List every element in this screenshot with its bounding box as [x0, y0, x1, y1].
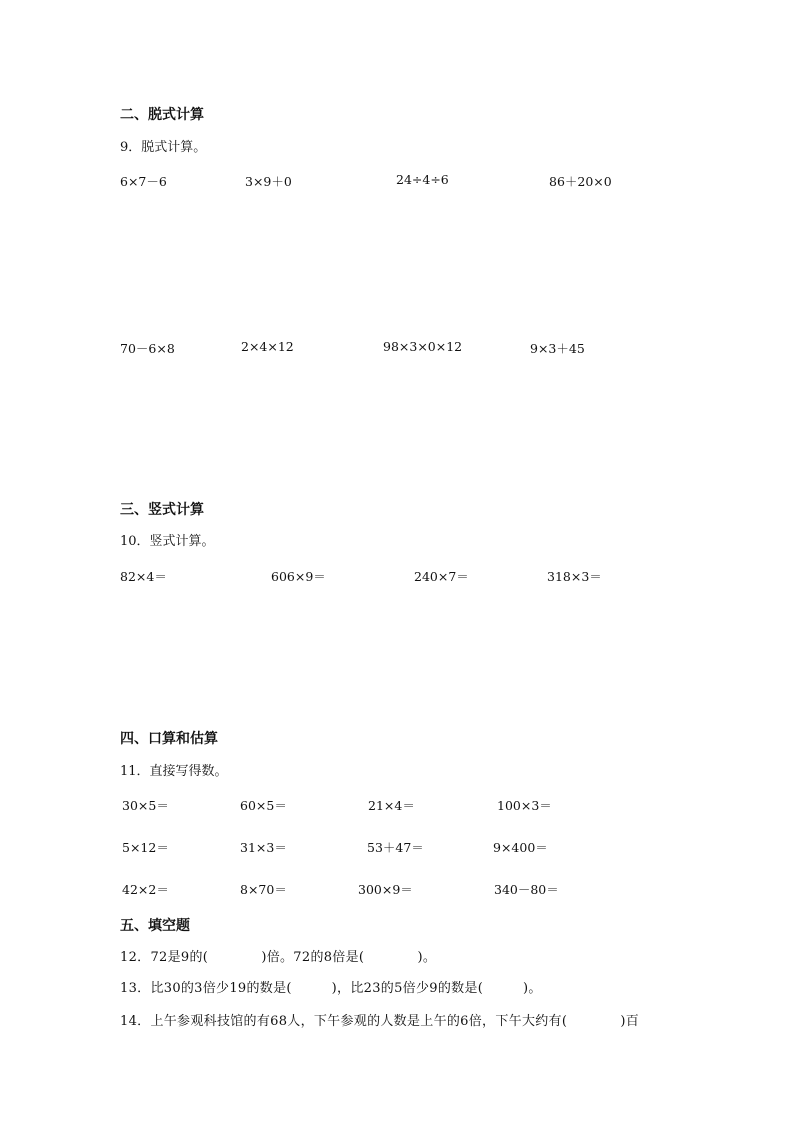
question-9: 9．脱式计算。 [120, 140, 207, 155]
expression: 31×3＝ [240, 840, 287, 855]
question-13: 13．比30的3倍少19的数是( )，比23的5倍少9的数是( )。 [120, 981, 542, 996]
expression: 9×400＝ [493, 840, 548, 855]
question-14: 14．上午参观科技馆的有68人，下午参观的人数是上午的6倍，下午大约有( )百 [120, 1014, 640, 1029]
expression: 240×7＝ [414, 569, 469, 584]
expression: 82×4＝ [120, 569, 167, 584]
expression: 6×7－6 [120, 174, 167, 189]
expression: 70－6×8 [120, 341, 175, 356]
expression: 8×70＝ [240, 882, 287, 897]
expression: 2×4×12 [241, 339, 294, 354]
expression: 30×5＝ [122, 798, 169, 813]
question-10: 10．竖式计算。 [120, 534, 215, 549]
question-12: 12．72是9的( )倍。72的8倍是( )。 [120, 950, 437, 965]
expression: 86＋20×0 [549, 174, 612, 189]
expression: 100×3＝ [497, 798, 552, 813]
expression: 24÷4÷6 [396, 172, 449, 187]
expression: 42×2＝ [122, 882, 169, 897]
section-heading-3: 三、竖式计算 [120, 502, 204, 518]
expression: 606×9＝ [271, 569, 326, 584]
expression: 98×3×0×12 [383, 339, 463, 354]
expression: 340－80＝ [494, 882, 559, 897]
expression: 300×9＝ [358, 882, 413, 897]
section-heading-2: 二、脱式计算 [120, 107, 204, 123]
expression: 53＋47＝ [367, 840, 424, 855]
section-heading-4: 四、口算和估算 [120, 731, 218, 747]
section-heading-5: 五、填空题 [120, 918, 190, 934]
expression: 3×9＋0 [245, 174, 292, 189]
expression: 60×5＝ [240, 798, 287, 813]
question-11: 11．直接写得数。 [120, 764, 228, 779]
expression: 9×3＋45 [530, 341, 585, 356]
expression: 5×12＝ [122, 840, 169, 855]
expression: 318×3＝ [547, 569, 602, 584]
expression: 21×4＝ [368, 798, 415, 813]
